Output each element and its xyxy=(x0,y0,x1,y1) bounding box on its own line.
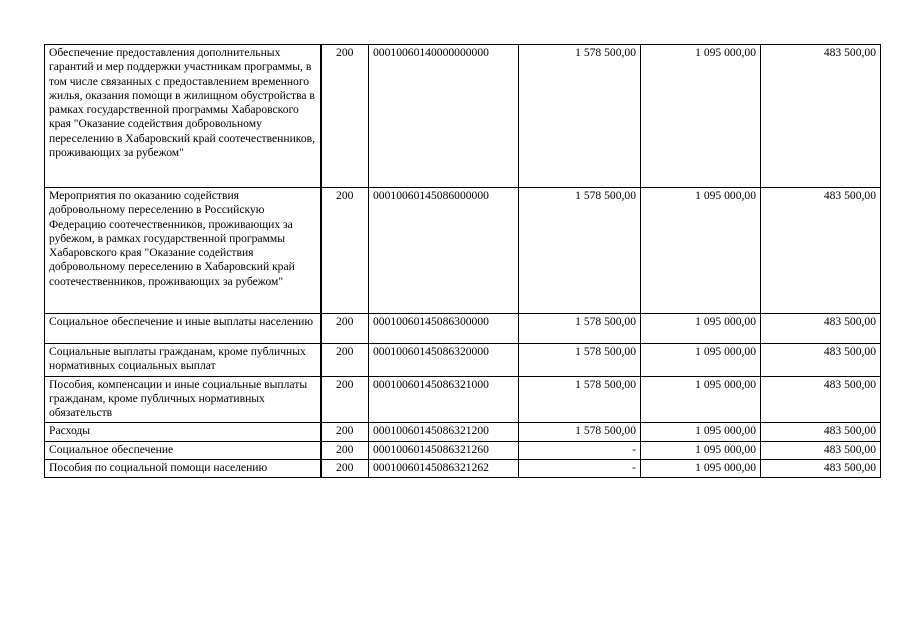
table-row xyxy=(45,45,881,188)
row-name: Социальные выплаты гражданам, кроме публичных нормативных социальных выплат xyxy=(45,344,321,377)
row-code: 200 xyxy=(321,441,369,459)
row-name: Социальное обеспечение и иные выплаты населению xyxy=(45,314,321,344)
row-remaining-amount: 483 500,00 xyxy=(761,423,881,441)
row-remaining-amount: 483 500,00 xyxy=(761,376,881,423)
row-executed-amount: 1 095 000,00 xyxy=(641,441,761,459)
row-executed-amount: 1 095 000,00 xyxy=(641,45,761,188)
row-remaining-amount: 483 500,00 xyxy=(761,441,881,459)
row-remaining-amount: 483 500,00 xyxy=(761,188,881,314)
row-remaining-amount: 483 500,00 xyxy=(761,45,881,188)
row-remaining-amount: 483 500,00 xyxy=(761,460,881,478)
table-row xyxy=(45,376,881,423)
row-remaining-amount: 483 500,00 xyxy=(761,344,881,377)
row-code: 200 xyxy=(321,314,369,344)
row-classification-code: 00010060145086320000 xyxy=(369,344,519,377)
row-classification-code: 00010060145086321000 xyxy=(369,376,519,423)
row-classification-code: 00010060145086321260 xyxy=(369,441,519,459)
row-classification-code: 00010060145086321200 xyxy=(369,423,519,441)
row-plan-amount: - xyxy=(519,460,641,478)
row-executed-amount: 1 095 000,00 xyxy=(641,344,761,377)
table-row xyxy=(45,344,881,377)
row-name: Пособия по социальной помощи населению xyxy=(45,460,321,478)
row-code: 200 xyxy=(321,423,369,441)
row-plan-amount: 1 578 500,00 xyxy=(519,344,641,377)
row-plan-amount: 1 578 500,00 xyxy=(519,376,641,423)
row-remaining-amount: 483 500,00 xyxy=(761,314,881,344)
row-code: 200 xyxy=(321,460,369,478)
row-classification-code: 00010060140000000000 xyxy=(369,45,519,188)
row-executed-amount: 1 095 000,00 xyxy=(641,188,761,314)
row-name: Пособия, компенсации и иные социальные выплаты гражданам, кроме публичных нормативных обязательств xyxy=(45,376,321,423)
row-code: 200 xyxy=(321,376,369,423)
row-name: Обеспечение предоставления дополнительных гарантий и мер поддержки участникам программы, в том числе связанных с предоставлением временного жилья, оказания помощи в жилищном обустройства в рамках государственной программы Хабаровского края "Оказание содействия добровольному переселению в Хабаровский край соотечественников, проживающих за рубежом" xyxy=(45,45,321,188)
table-row xyxy=(45,188,881,314)
row-classification-code: 00010060145086000000 xyxy=(369,188,519,314)
row-classification-code: 00010060145086300000 xyxy=(369,314,519,344)
row-executed-amount: 1 095 000,00 xyxy=(641,423,761,441)
row-code: 200 xyxy=(321,188,369,314)
table-row xyxy=(45,441,881,459)
budget-execution-table xyxy=(44,44,881,478)
table-row xyxy=(45,423,881,441)
table-row xyxy=(45,314,881,344)
row-classification-code: 00010060145086321262 xyxy=(369,460,519,478)
row-executed-amount: 1 095 000,00 xyxy=(641,460,761,478)
row-name: Социальное обеспечение xyxy=(45,441,321,459)
table-row xyxy=(45,460,881,478)
row-code: 200 xyxy=(321,45,369,188)
row-plan-amount: 1 578 500,00 xyxy=(519,45,641,188)
row-executed-amount: 1 095 000,00 xyxy=(641,376,761,423)
row-plan-amount: 1 578 500,00 xyxy=(519,188,641,314)
row-plan-amount: - xyxy=(519,441,641,459)
row-plan-amount: 1 578 500,00 xyxy=(519,314,641,344)
row-name: Расходы xyxy=(45,423,321,441)
row-executed-amount: 1 095 000,00 xyxy=(641,314,761,344)
row-code: 200 xyxy=(321,344,369,377)
row-plan-amount: 1 578 500,00 xyxy=(519,423,641,441)
row-name: Мероприятия по оказанию содействия добровольному переселению в Российскую Федерацию соотечественников, проживающих за рубежом, в рамках государственной программы Хабаровского края "Оказание содействия добровольному переселению в Хабаровский край соотечественников, проживающих за рубежом" xyxy=(45,188,321,314)
